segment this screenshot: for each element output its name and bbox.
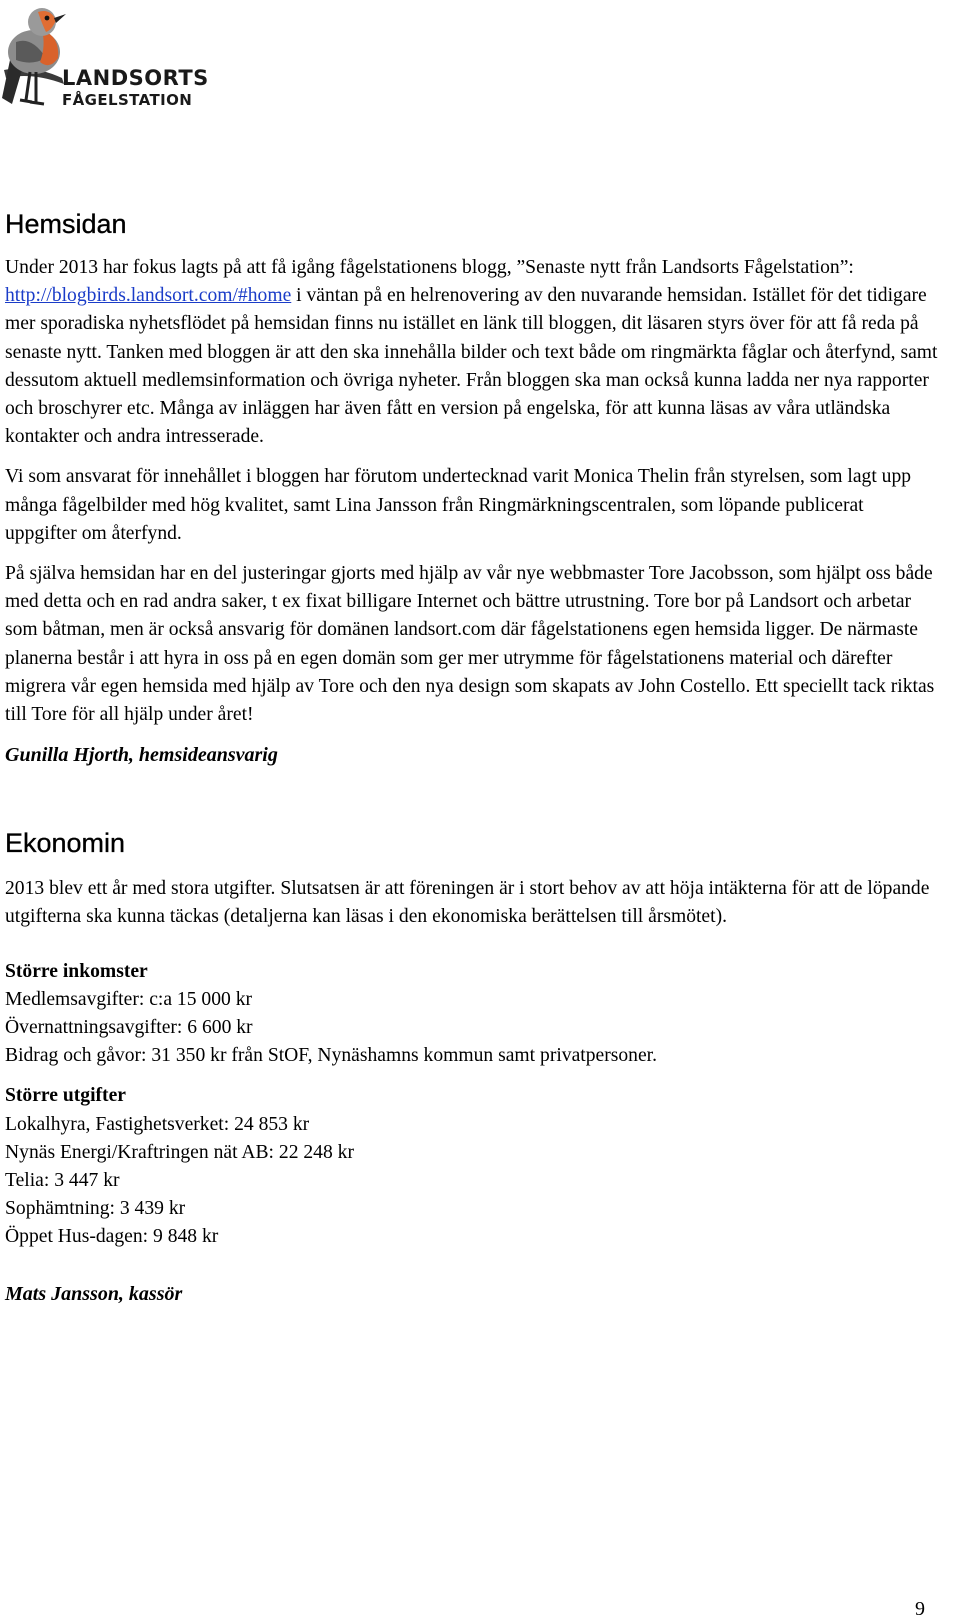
expense-item: Lokalhyra, Fastighetsverket: 24 853 kr: [5, 1113, 310, 1135]
income-heading: Större inkomster: [5, 960, 148, 982]
ekonomin-intro: 2013 blev ett år med stora utgifter. Slutsatsen är att föreningen är i stort behov av att höja intäkterna för att de löpande utgifterna ska kunna täckas (detaljerna kan läsas i den ekonomiska berättelsen till årsmötet).: [5, 878, 930, 928]
logo-subtitle: FÅGELSTATION: [62, 91, 193, 109]
page-number: 9: [915, 1598, 925, 1620]
logo-title: LANDSORTS: [62, 66, 209, 90]
income-block: [5, 958, 940, 1071]
document-content: [5, 208, 940, 1308]
expense-item: Öppet Hus-dagen: 9 848 kr: [5, 1226, 219, 1248]
expense-item: Sophämtning: 3 439 kr: [5, 1198, 186, 1220]
hemsidan-paragraph-1: [5, 254, 940, 451]
income-item: Bidrag och gåvor: 31 350 kr från StOF, Nynäshamns kommun samt privatpersoner.: [5, 1045, 657, 1067]
hemsidan-paragraph-3: På själva hemsidan har en del justeringar gjorts med hjälp av vår nye webbmaster Tore Jacobsson, som hjälpt oss både med detta och en rad andra saker, t ex fixat billigare Internet och bättre utrustning. Tore bor på Landsort och arbetar som båtman, men är också ansvarig för domänen landsort.com där fågelstationens egen hemsida ligger. De närmaste planerna består i att hyra in oss på en egen domän som ger mer utrymme för fågelstationens material och därefter migrera vår egen hemsida med hjälp av Tore och den nya design som skapats av John Costello. Ett speciellt tack riktas till Tore för all hjälp under året!: [5, 563, 935, 726]
expense-item: Telia: 3 447 kr: [5, 1170, 120, 1192]
expense-item: Nynäs Energi/Kraftringen nät AB: 22 248 kr: [5, 1141, 354, 1163]
section-spacer: [5, 769, 940, 827]
hemsidan-p1-text-b: i väntan på en helrenovering av den nuvarande hemsidan. Istället för det tidigare mer sporadiska nyhetsflödet på hemsidan finns nu istället en länk till bloggen, dit läsaren styrs över för att få reda på senaste nytt. Tanken med bloggen är att den ska innehålla bilder och text både om ringmärkta fåglar och återfynd, samt dessutom aktuell medlemsinformation och övriga nyheter. Från bloggen ska man också kunna ladda ner nya rapporter och broschyrer etc. Många av inläggen har även fått en version på engelska, för att kunna läsas av våra utländska kontakter och andra intresserade.: [5, 285, 938, 448]
hemsidan-p1-text-a: Under 2013 har fokus lagts på att få igång fågelstationens blogg, ”Senaste nytt från Landsorts Fågelstation”:: [5, 257, 854, 278]
section-title-hemsidan: Hemsidan: [5, 209, 127, 239]
income-item: Övernattningsavgifter: 6 600 kr: [5, 1017, 253, 1039]
hemsidan-paragraph-2: Vi som ansvarat för innehållet i bloggen har förutom undertecknad varit Monica Thelin från styrelsen, som lagt upp många fågelbilder med hög kvalitet, samt Lina Jansson från Ringmärkningscentralen, som löpande publicerat uppgifter om återfynd.: [5, 466, 912, 544]
expense-heading: Större utgifter: [5, 1085, 126, 1107]
landsorts-logo: [2, 0, 209, 115]
hemsidan-signature: Gunilla Hjorth, hemsideansvarig: [5, 744, 278, 767]
expense-block: [5, 1082, 940, 1251]
section-title-ekonomin: Ekonomin: [5, 828, 126, 859]
income-item: Medlemsavgifter: c:a 15 000 kr: [5, 988, 253, 1010]
ekonomin-signature: Mats Jansson, kassör: [5, 1282, 183, 1305]
blog-link[interactable]: http://blogbirds.landsort.com/#home: [5, 285, 292, 307]
